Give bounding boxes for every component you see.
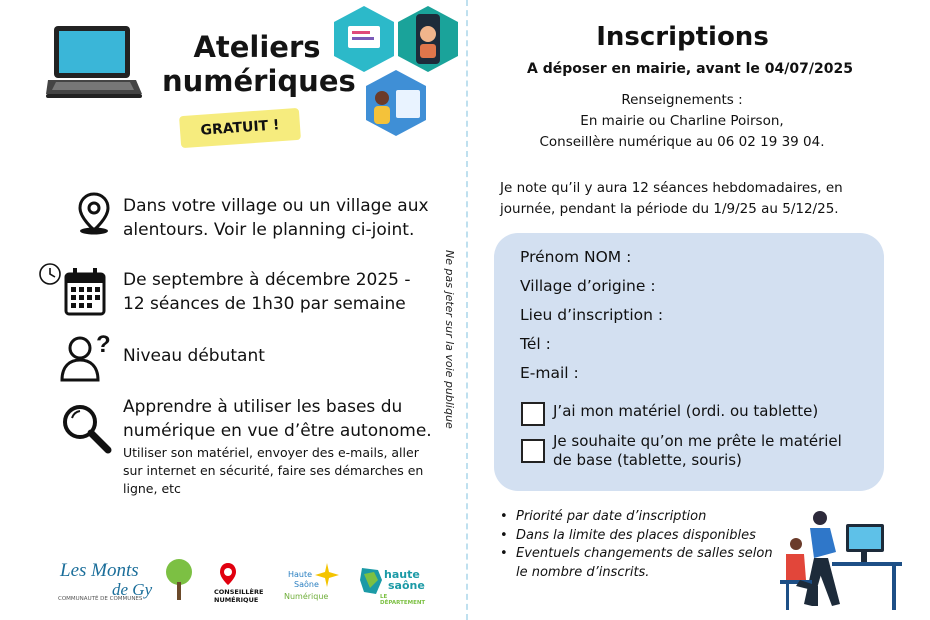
logo-monts-de-gy [58, 558, 198, 608]
user-question-icon [58, 330, 114, 382]
registration-deadline: A déposer en mairie, avant le 04/07/2025 [527, 61, 853, 77]
condition-3-continued: le nombre d’inscrits. [516, 564, 650, 580]
sessions-note-line-1: Je note qu’il y aura 12 séances hebdomadaires, en [500, 180, 843, 196]
tree-icon [162, 558, 196, 602]
page-title [162, 30, 356, 98]
list-item: • Eventuels changements de salles selon [500, 545, 780, 564]
loan-equipment-label [553, 432, 873, 470]
feature-goal-text [123, 395, 453, 443]
cn-logo-icon [218, 562, 238, 586]
contact-info-line-2: En mairie ou Charline Poirson, [580, 113, 784, 129]
logo-monts-line-2: de Gy [112, 580, 153, 599]
feature-goal-details [123, 444, 453, 498]
feature-level-text: Niveau débutant [123, 346, 265, 366]
conditions-list [500, 508, 780, 582]
logo-dep-line-1: haute [384, 568, 420, 581]
condition-3: Eventuels changements de salles selon [516, 546, 773, 561]
loan-equipment-line-1: Je souhaite qu’on me prête le matériel [553, 432, 842, 450]
sessions-note-line-2: journée, pendant la période du 1/9/25 au 5/12/25. [500, 201, 839, 217]
logo-dep-line-2: saône [388, 579, 425, 592]
feature-goal-line-2: numérique en vue d’être autonome. [123, 421, 432, 441]
contact-info [500, 90, 864, 153]
feature-goal-detail-1: Utiliser son matériel, envoyer des e-mails, aller [123, 445, 419, 460]
free-badge-label: GRATUIT ! [200, 117, 280, 139]
laptop-icon [46, 24, 144, 102]
magnifier-icon [60, 402, 114, 456]
logo-departement [358, 562, 434, 606]
feature-goal-line-1: Apprendre à utiliser les bases du [123, 397, 403, 417]
people-computer-illustration [774, 508, 904, 614]
location-pin-icon [74, 192, 114, 236]
feature-dates-line-2: 12 séances de 1h30 par semaine [123, 294, 406, 314]
logo-hsn-line-1: Haute [288, 570, 313, 579]
list-item: • Priorité par date d’inscription [500, 508, 780, 527]
loan-equipment-line-2: de base (tablette, souris) [553, 451, 742, 469]
field-phone[interactable]: Tél : [520, 335, 551, 353]
feature-location-line-1: Dans votre village ou un village aux [123, 196, 429, 216]
vertical-note: Ne pas jeter sur la voie publique [443, 250, 456, 429]
own-equipment-label: J’ai mon matériel (ordi. ou tablette) [553, 402, 819, 420]
feature-dates-text [123, 268, 443, 316]
hexagon-illustrations [326, 4, 466, 140]
field-village[interactable]: Village d’origine : [520, 277, 656, 295]
logo-conseillere-numerique [214, 562, 274, 606]
field-name[interactable]: Prénom NOM : [520, 248, 632, 266]
logo-monts-line-1: Les Monts [60, 560, 139, 581]
registration-title: Inscriptions [596, 22, 769, 52]
condition-1: Priorité par date d’inscription [516, 509, 707, 524]
logo-haute-saone-numerique [284, 562, 346, 606]
contact-info-line-3: Conseillère numérique au 06 02 19 39 04. [539, 134, 825, 150]
feature-goal-detail-3: ligne, etc [123, 481, 181, 496]
svg-text:?: ? [96, 331, 111, 358]
list-item [500, 564, 780, 583]
logo-monts-caption: COMMUNAUTÉ DE COMMUNES [58, 596, 143, 602]
sessions-note [500, 178, 880, 220]
department-shape-icon [358, 566, 384, 596]
title-line-2: numériques [162, 64, 356, 98]
cut-line [466, 0, 468, 620]
logo-dep-line-3: LE DÉPARTEMENT [380, 594, 426, 606]
feature-location-line-2: alentours. Voir le planning ci-joint. [123, 220, 415, 240]
logo-cn-line-2: NUMÉRIQUE [214, 596, 259, 604]
feature-dates-line-1: De septembre à décembre 2025 - [123, 270, 411, 290]
feature-goal-detail-2: sur internet en sécurité, faire ses démarches en [123, 463, 424, 478]
logo-hsn-line-3: Numérique [284, 592, 329, 601]
logo-hsn-line-2: Saône [294, 580, 319, 589]
feature-location-text [123, 194, 443, 242]
condition-2: Dans la limite des places disponibles [516, 527, 756, 543]
contact-info-line-1: Renseignements : [621, 92, 743, 108]
free-badge [179, 108, 301, 148]
own-equipment-checkbox[interactable] [521, 402, 545, 426]
title-line-1: Ateliers [193, 30, 321, 64]
list-item: • Dans la limite des places disponibles [500, 527, 780, 546]
field-location[interactable]: Lieu d’inscription : [520, 306, 664, 324]
logo-cn-line-1: CONSEILLÈRE [214, 588, 264, 596]
field-email[interactable]: E-mail : [520, 364, 579, 382]
loan-equipment-checkbox[interactable] [521, 439, 545, 463]
calendar-clock-icon [38, 262, 108, 318]
